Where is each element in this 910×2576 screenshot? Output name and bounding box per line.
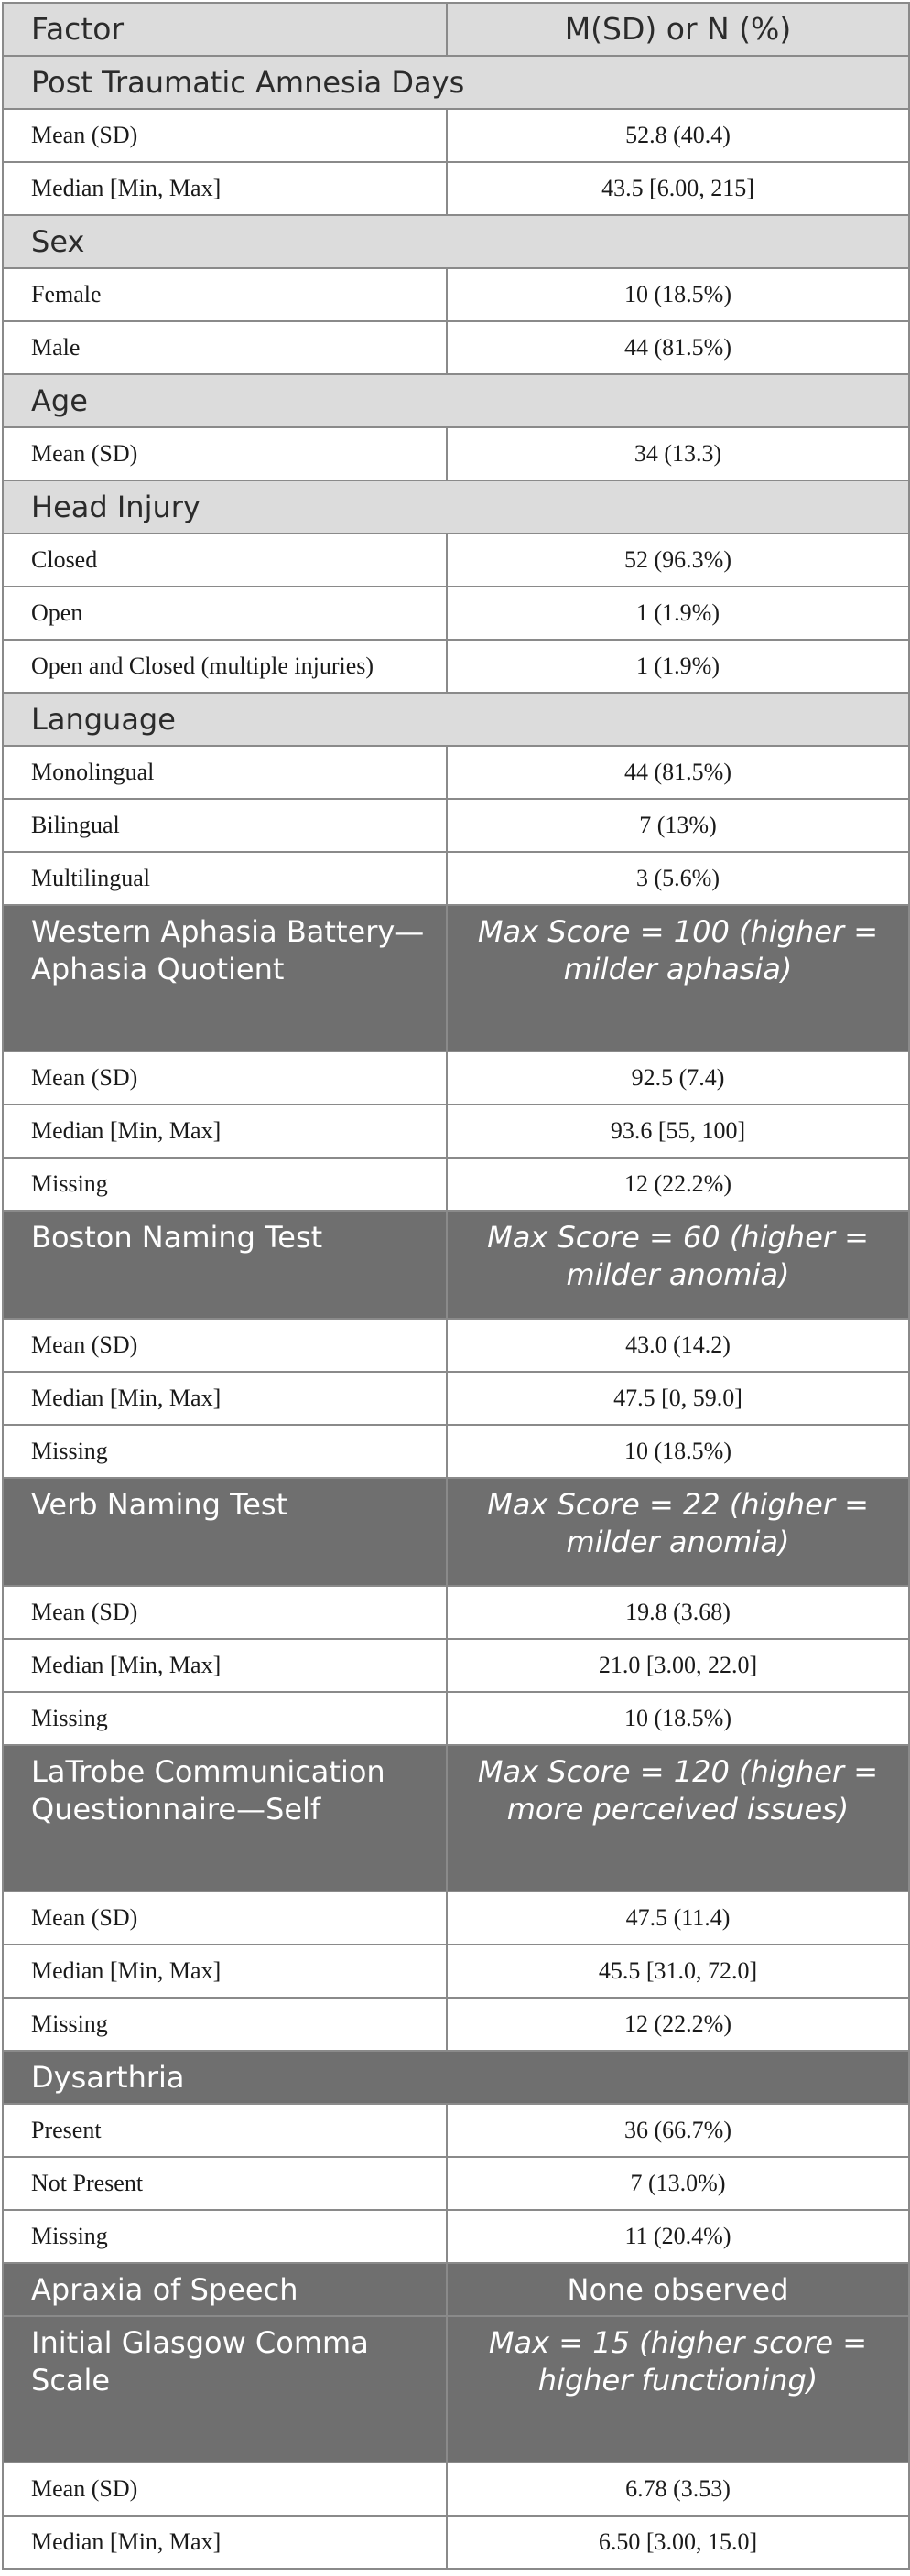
header-factor: Factor bbox=[3, 3, 447, 56]
row-value: 93.6 [55, 100] bbox=[447, 1105, 909, 1158]
table-row bbox=[3, 1319, 909, 1372]
table-row bbox=[3, 1425, 909, 1478]
row-value: 34 (13.3) bbox=[447, 427, 909, 480]
row-value: 12 (22.2%) bbox=[447, 1158, 909, 1211]
row-label: Missing bbox=[3, 1998, 447, 2051]
section-note: Max = 15 (higher score = higher functioning) bbox=[447, 2316, 909, 2463]
table-row bbox=[3, 1692, 909, 1745]
table-row bbox=[3, 1945, 909, 1998]
table-row bbox=[3, 2104, 909, 2157]
table-row bbox=[3, 1105, 909, 1158]
row-label: Mean (SD) bbox=[3, 1892, 447, 1945]
row-value: 43.5 [6.00, 215] bbox=[447, 162, 909, 215]
row-value: 43.0 (14.2) bbox=[447, 1319, 909, 1372]
row-label: Not Present bbox=[3, 2157, 447, 2210]
table-row bbox=[3, 2516, 909, 2569]
row-label: Female bbox=[3, 268, 447, 321]
row-label: Median [Min, Max] bbox=[3, 1105, 447, 1158]
row-label: Open and Closed (multiple injuries) bbox=[3, 640, 447, 693]
section-vnt bbox=[3, 1478, 909, 1586]
row-label: Mean (SD) bbox=[3, 1051, 447, 1105]
row-label: Mean (SD) bbox=[3, 2463, 447, 2516]
section-note: Max Score = 60 (higher = milder anomia) bbox=[447, 1211, 909, 1319]
section-title: Age bbox=[3, 374, 909, 427]
table-row bbox=[3, 2210, 909, 2263]
row-value: 36 (66.7%) bbox=[447, 2104, 909, 2157]
table-row bbox=[3, 2157, 909, 2210]
row-value: 44 (81.5%) bbox=[447, 321, 909, 374]
row-value: 12 (22.2%) bbox=[447, 1998, 909, 2051]
row-value: 19.8 (3.68) bbox=[447, 1586, 909, 1639]
row-value: 10 (18.5%) bbox=[447, 268, 909, 321]
row-label: Bilingual bbox=[3, 799, 447, 852]
row-value: 6.50 [3.00, 15.0] bbox=[447, 2516, 909, 2569]
section-sex bbox=[3, 215, 909, 268]
row-value: 47.5 [0, 59.0] bbox=[447, 1372, 909, 1425]
table-header-row bbox=[3, 3, 909, 56]
section-title: Initial Glasgow Comma Scale bbox=[3, 2316, 447, 2463]
table-row bbox=[3, 427, 909, 480]
table-row bbox=[3, 1998, 909, 2051]
section-title: Language bbox=[3, 693, 909, 746]
row-label: Mean (SD) bbox=[3, 1586, 447, 1639]
row-value: 45.5 [31.0, 72.0] bbox=[447, 1945, 909, 1998]
table-row bbox=[3, 799, 909, 852]
table-row bbox=[3, 1892, 909, 1945]
row-label: Median [Min, Max] bbox=[3, 1945, 447, 1998]
table-row bbox=[3, 268, 909, 321]
section-title: Sex bbox=[3, 215, 909, 268]
section-language bbox=[3, 693, 909, 746]
table-row bbox=[3, 1372, 909, 1425]
row-label: Mean (SD) bbox=[3, 109, 447, 162]
section-pta bbox=[3, 56, 909, 109]
table-row bbox=[3, 1051, 909, 1105]
row-label: Mean (SD) bbox=[3, 1319, 447, 1372]
section-title: Boston Naming Test bbox=[3, 1211, 447, 1319]
row-value: 7 (13%) bbox=[447, 799, 909, 852]
row-value: 7 (13.0%) bbox=[447, 2157, 909, 2210]
row-value: 6.78 (3.53) bbox=[447, 2463, 909, 2516]
table-row bbox=[3, 1158, 909, 1211]
row-label: Missing bbox=[3, 1425, 447, 1478]
row-value: 10 (18.5%) bbox=[447, 1425, 909, 1478]
row-label: Present bbox=[3, 2104, 447, 2157]
row-value: 3 (5.6%) bbox=[447, 852, 909, 905]
row-label: Median [Min, Max] bbox=[3, 1372, 447, 1425]
row-value: 47.5 (11.4) bbox=[447, 1892, 909, 1945]
section-title: Dysarthria bbox=[3, 2051, 909, 2104]
table-row bbox=[3, 640, 909, 693]
row-value: 92.5 (7.4) bbox=[447, 1051, 909, 1105]
table-row bbox=[3, 2463, 909, 2516]
section-note: Max Score = 22 (higher = milder anomia) bbox=[447, 1478, 909, 1586]
section-head-injury bbox=[3, 480, 909, 534]
row-value: 44 (81.5%) bbox=[447, 746, 909, 799]
table-row bbox=[3, 746, 909, 799]
section-note: None observed bbox=[447, 2263, 909, 2316]
table-row bbox=[3, 109, 909, 162]
row-value: 21.0 [3.00, 22.0] bbox=[447, 1639, 909, 1692]
row-label: Monolingual bbox=[3, 746, 447, 799]
section-glasgow bbox=[3, 2316, 909, 2463]
row-label: Median [Min, Max] bbox=[3, 2516, 447, 2569]
row-label: Median [Min, Max] bbox=[3, 1639, 447, 1692]
row-label: Closed bbox=[3, 534, 447, 587]
table-row bbox=[3, 1639, 909, 1692]
section-dysarthria bbox=[3, 2051, 909, 2104]
row-label: Open bbox=[3, 587, 447, 640]
header-value: M(SD) or N (%) bbox=[447, 3, 909, 56]
row-value: 1 (1.9%) bbox=[447, 587, 909, 640]
row-label: Median [Min, Max] bbox=[3, 162, 447, 215]
section-age bbox=[3, 374, 909, 427]
section-title: Head Injury bbox=[3, 480, 909, 534]
row-label: Male bbox=[3, 321, 447, 374]
section-apraxia bbox=[3, 2263, 909, 2316]
demographics-table bbox=[2, 2, 910, 2570]
section-bnt bbox=[3, 1211, 909, 1319]
table-row bbox=[3, 587, 909, 640]
row-value: 1 (1.9%) bbox=[447, 640, 909, 693]
section-title: Western Aphasia Battery—Aphasia Quotient bbox=[3, 905, 447, 1051]
row-value: 10 (18.5%) bbox=[447, 1692, 909, 1745]
section-title: Verb Naming Test bbox=[3, 1478, 447, 1586]
row-label: Multilingual bbox=[3, 852, 447, 905]
table-row bbox=[3, 162, 909, 215]
row-value: 52.8 (40.4) bbox=[447, 109, 909, 162]
table-row bbox=[3, 852, 909, 905]
section-title: LaTrobe Communication Questionnaire—Self bbox=[3, 1745, 447, 1892]
section-note: Max Score = 100 (higher = milder aphasia) bbox=[447, 905, 909, 1051]
section-latrobe bbox=[3, 1745, 909, 1892]
row-value: 11 (20.4%) bbox=[447, 2210, 909, 2263]
row-label: Missing bbox=[3, 2210, 447, 2263]
section-title: Post Traumatic Amnesia Days bbox=[3, 56, 909, 109]
row-label: Missing bbox=[3, 1692, 447, 1745]
section-note: Max Score = 120 (higher = more perceived issues) bbox=[447, 1745, 909, 1892]
row-label: Mean (SD) bbox=[3, 427, 447, 480]
section-wab bbox=[3, 905, 909, 1051]
row-value: 52 (96.3%) bbox=[447, 534, 909, 587]
table-row bbox=[3, 1586, 909, 1639]
table-row bbox=[3, 534, 909, 587]
section-title: Apraxia of Speech bbox=[3, 2263, 447, 2316]
row-label: Missing bbox=[3, 1158, 447, 1211]
table-row bbox=[3, 321, 909, 374]
